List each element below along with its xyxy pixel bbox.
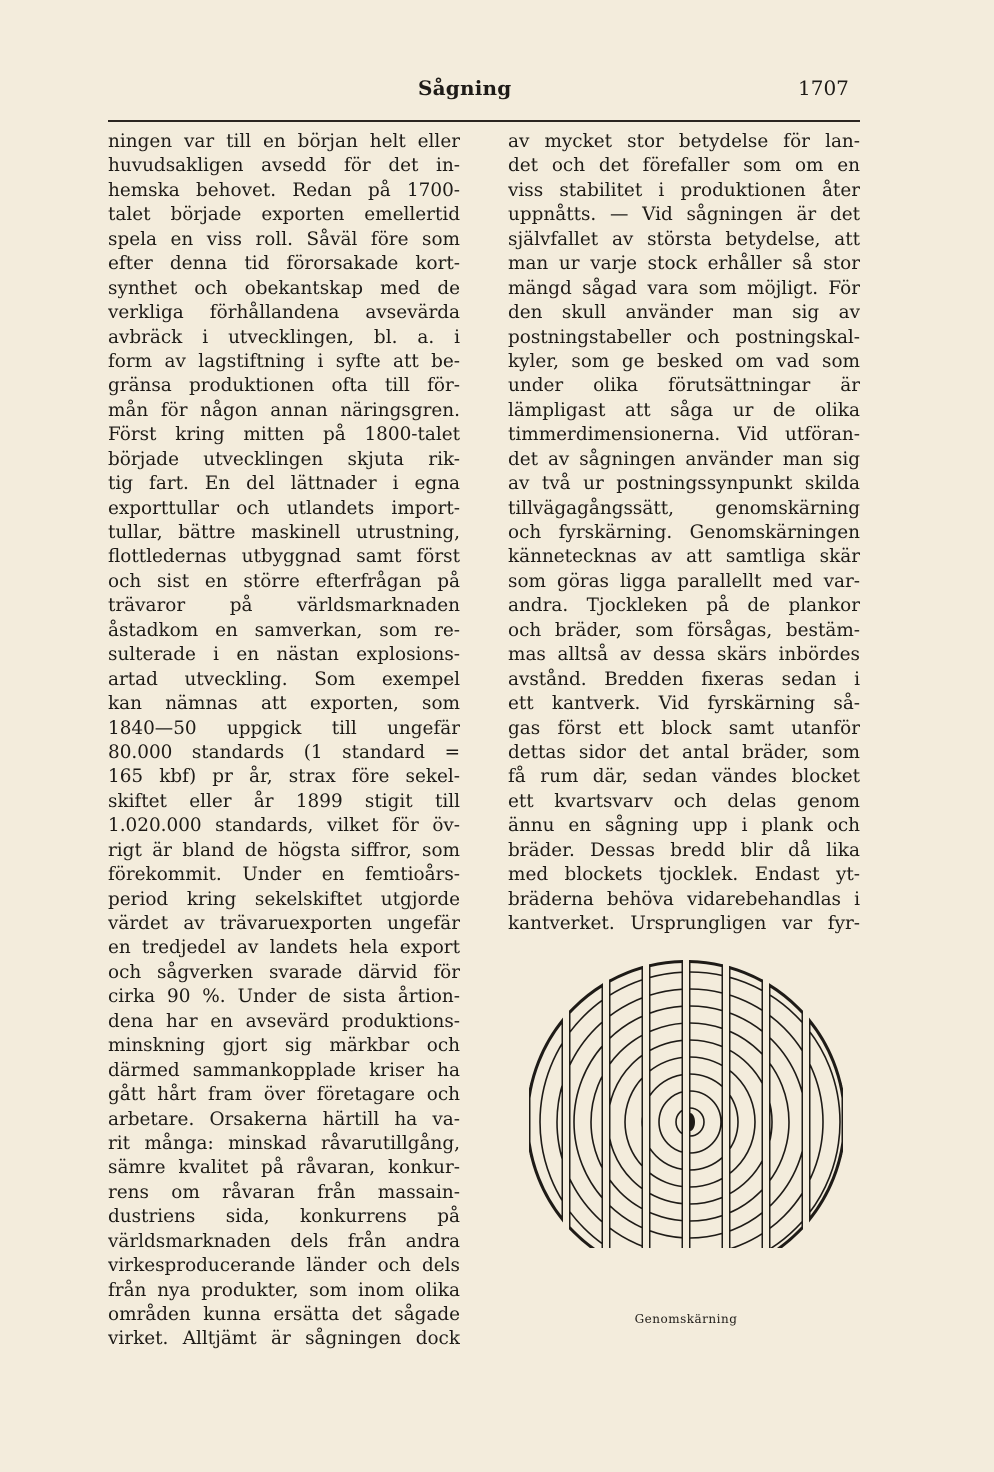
text-line: verkliga förhållandena avsevärda — [108, 302, 460, 324]
text-line: skiftet eller år 1899 stigit till — [108, 790, 460, 812]
text-line: tillvägagångssätt, genomskärning — [508, 497, 860, 519]
text-line: började utvecklingen skjuta rik- — [108, 448, 460, 470]
text-line: tullar, bättre maskinell utrustning, — [108, 522, 460, 543]
text-line: ett kantverk. Vid fyrskärning så- — [508, 693, 860, 715]
text-line: hemska behovet. Redan på 1700- — [108, 179, 460, 201]
text-line: postningstabeller och postningskal- — [508, 326, 860, 348]
text-line: mas alltså av dessa skärs inbördes — [508, 644, 860, 666]
text-line: det av sågningen använder man sig — [508, 448, 860, 470]
text-line: lämpligast att såga ur de olika — [508, 399, 860, 421]
figure-caption: Genomskärning — [634, 1312, 738, 1326]
text-line: och fyrskärning. Genomskärningen — [508, 522, 860, 543]
text-line: och sågverken svarade därvid för — [108, 961, 460, 983]
text-line: period kring sekelskiftet utgjorde — [108, 888, 460, 910]
text-line: bräderna behöva vidarebehandlas i — [508, 888, 860, 910]
text-line: kan nämnas att exporten, som — [108, 693, 460, 715]
text-line: dettas sidor det antal bräder, som — [508, 741, 860, 763]
text-line: kännetecknas av att samtliga skär — [508, 546, 860, 568]
text-line: av två ur postningssynpunkt skilda — [508, 473, 860, 495]
text-line: cirka 90 %. Under de sista årtion- — [108, 986, 460, 1008]
text-line: områden kunna ersätta det sågade — [108, 1304, 460, 1325]
text-line: trävaror på världsmarknaden — [108, 595, 460, 617]
text-line: självfallet av största betydelse, att — [508, 228, 860, 250]
text-line: med blockets tjocklek. Endast yt- — [508, 864, 860, 886]
text-line: efter denna tid förorsakade kort- — [108, 253, 460, 275]
text-line: arbetare. Orsakerna härtill ha va- — [108, 1108, 460, 1130]
text-line: kantverket. Ursprungligen var fyr- — [508, 913, 860, 934]
text-line: Först kring mitten på 1800-talet — [108, 424, 460, 446]
text-line: huvudsakligen avsedd för det in- — [108, 155, 460, 177]
text-line: och sist en större efterfrågan på — [108, 570, 460, 592]
text-line: 80.000 standards (1 standard = — [108, 741, 460, 763]
text-line: få rum där, sedan vändes blocket — [508, 766, 860, 788]
running-header-title: Sågning — [418, 76, 512, 100]
text-line: synthet och obekantskap med de — [108, 277, 460, 299]
text-line: virket. Alltjämt är sågningen dock — [108, 1328, 460, 1350]
text-line: man ur varje stock erhåller så stor — [508, 253, 860, 275]
text-line: 165 kbf) pr år, strax före sekel- — [108, 766, 460, 788]
text-line: talet började exporten emellertid — [108, 204, 460, 226]
page-number: 1707 — [798, 76, 849, 100]
text-line: mån för någon annan näringsgren. — [108, 399, 460, 421]
text-line: det och det förefaller som om en — [508, 155, 860, 177]
text-line: timmerdimensionerna. Vid utföran- — [508, 424, 860, 446]
text-line: som göras ligga parallellt med var- — [508, 570, 860, 592]
right-text-column — [508, 130, 860, 936]
text-line: avstånd. Bredden fixeras sedan i — [508, 668, 860, 690]
text-line: exporttullar och utlandets import- — [108, 497, 460, 519]
header-rule — [108, 120, 860, 122]
text-line: rens om råvaran från massain- — [108, 1181, 460, 1203]
text-line: av mycket stor betydelse för lan- — [508, 131, 860, 152]
text-line: värdet av trävaruexporten ungefär — [108, 913, 460, 934]
text-line: från nya produkter, som inom olika — [108, 1279, 460, 1301]
text-line: dustriens sida, konkurrens på — [108, 1206, 460, 1228]
text-line: därmed sammankopplade kriser ha — [108, 1059, 460, 1081]
text-line: spela en viss roll. Såväl före som — [108, 228, 460, 250]
text-line: rigt är bland de högsta siffror, som — [108, 839, 460, 861]
text-line: gränsa produktionen ofta till för- — [108, 375, 460, 397]
text-line: 1840—50 uppgick till ungefär — [108, 717, 460, 739]
text-line: världsmarknaden dels från andra — [108, 1230, 460, 1252]
text-line: ningen var till en början helt eller — [108, 131, 460, 152]
text-line: en tredjedel av landets hela export — [108, 937, 460, 959]
log-sawing-illustration — [508, 948, 864, 1248]
text-line: sämre kvalitet på råvaran, konkur- — [108, 1157, 460, 1179]
text-line: under olika förutsättningar är — [508, 375, 860, 397]
text-line: andra. Tjockleken på de plankor — [508, 595, 860, 617]
text-line: den skull använder man sig av — [508, 302, 860, 324]
text-line: ännu en sågning upp i plank och — [508, 815, 860, 837]
text-line: virkesproducerande länder och dels — [108, 1255, 460, 1277]
text-line: uppnåtts. — Vid sågningen är det — [508, 204, 860, 226]
text-line: förekommit. Under en femtioårs- — [108, 864, 460, 886]
text-line: sulterade i en nästan explosions- — [108, 644, 460, 666]
text-line: artad utveckling. Som exempel — [108, 668, 460, 690]
text-line: rit många: minskad råvarutillgång, — [108, 1132, 460, 1154]
text-line: 1.020.000 standards, vilket för öv- — [108, 815, 460, 837]
text-line: viss stabilitet i produktionen åter — [508, 179, 860, 201]
text-line: gått hårt fram över företagare och — [108, 1084, 460, 1106]
text-line: ett kvartsvarv och delas genom — [508, 790, 860, 812]
text-line: avbräck i utvecklingen, bl. a. i — [108, 326, 460, 348]
text-line: dena har en avsevärd produktions- — [108, 1010, 460, 1032]
text-line: mängd sågad vara som möjligt. För — [508, 277, 860, 299]
log-cross-section — [508, 948, 864, 1248]
text-line: flottledernas utbyggnad samt först — [108, 546, 460, 568]
text-line: gas först ett block samt utanför — [508, 717, 860, 739]
left-text-column — [108, 130, 460, 1352]
text-line: tig fart. En del lättnader i egna — [108, 473, 460, 495]
text-line: minskning gjort sig märkbar och — [108, 1035, 460, 1057]
text-line: form av lagstiftning i syfte att be- — [108, 350, 460, 372]
text-line: och bräder, som försågas, bestäm- — [508, 619, 860, 641]
text-line: bräder. Dessas bredd blir då lika — [508, 839, 860, 861]
text-line: åstadkom en samverkan, som re- — [108, 619, 460, 641]
text-line: kyler, som ge besked om vad som — [508, 350, 860, 372]
